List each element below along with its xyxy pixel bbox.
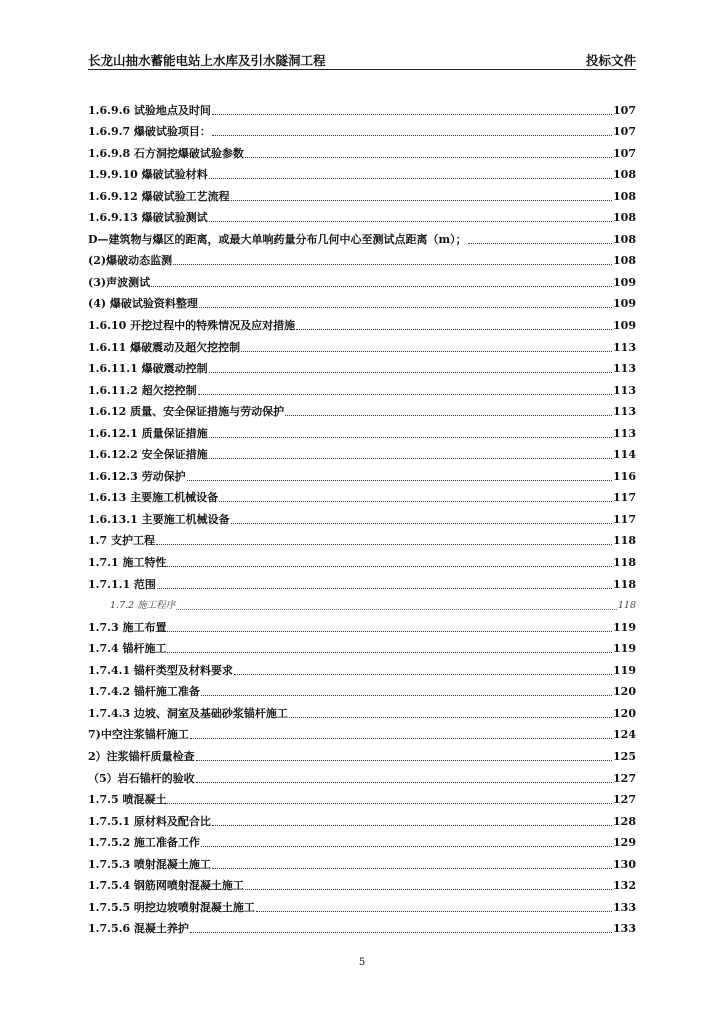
toc-dot-leader [289, 717, 612, 718]
header-title: 长龙山抽水蓄能电站上水库及引水隧洞工程 [88, 53, 326, 68]
toc-entry-page: 127 [613, 793, 636, 807]
toc-entry-title: 1.7.1.1 范围 [88, 577, 156, 591]
toc-dot-leader [296, 329, 612, 330]
toc-entry[interactable] [88, 764, 636, 786]
toc-dot-leader [231, 523, 612, 524]
toc-dot-leader [167, 652, 612, 653]
toc-entry-title: 1.7.4.2 锚杆施工准备 [88, 685, 200, 699]
toc-entry-page: 107 [613, 103, 636, 117]
toc-entry-page: 108 [613, 189, 636, 203]
toc-entry[interactable] [88, 548, 636, 570]
toc-dot-leader [151, 286, 612, 287]
toc-dot-leader [157, 588, 612, 589]
toc-entry[interactable] [88, 484, 636, 506]
toc-dot-leader [187, 480, 612, 481]
toc-entry-title: （5）岩石锚杆的验收 [88, 771, 195, 785]
toc-entry-page: 133 [613, 900, 636, 914]
toc-entry[interactable] [88, 139, 636, 161]
toc-entry[interactable] [88, 290, 636, 312]
toc-entry-title: 1.6.11 爆破震动及超欠挖控制 [88, 340, 241, 354]
toc-entry-page: 107 [613, 146, 636, 160]
toc-entry[interactable] [88, 699, 636, 721]
toc-entry-page: 118 [613, 556, 636, 570]
toc-dot-leader [256, 911, 612, 912]
toc-dot-leader [241, 351, 612, 352]
toc-entry-title: 2）注浆锚杆质量检查 [88, 749, 195, 763]
toc-entry-page: 109 [613, 319, 636, 333]
toc-entry[interactable] [88, 570, 636, 592]
toc-entry[interactable] [88, 355, 636, 377]
toc-entry-page: 119 [613, 642, 636, 656]
toc-entry-title: 1.6.9.7 爆破试验项目： [88, 125, 211, 139]
toc-entry[interactable] [88, 786, 636, 808]
toc-entry-title: 1.7.4 锚杆施工 [88, 642, 167, 656]
toc-entry-page: 113 [613, 362, 636, 376]
toc-entry-title: 1.7.5.5 明挖边坡喷射混凝土施工 [88, 900, 255, 914]
toc-entry[interactable] [88, 807, 636, 829]
toc-dot-leader [212, 825, 612, 826]
toc-entry[interactable] [88, 118, 636, 140]
toc-entry-page: 119 [613, 663, 636, 677]
toc-entry-title: 1.9.9.10 爆破试验材料 [88, 168, 208, 182]
toc-entry-page: 113 [613, 426, 636, 440]
toc-entry-page: 108 [613, 168, 636, 182]
toc-dot-leader [212, 114, 612, 115]
toc-entry[interactable] [88, 182, 636, 204]
toc-entry-title: (4) 爆破试验资料整理 [88, 297, 198, 311]
toc-dot-leader [190, 738, 612, 739]
toc-entry-page: 113 [613, 383, 636, 397]
toc-entry-page: 108 [613, 211, 636, 225]
toc-entry-title: 1.7.5.1 原材料及配合比 [88, 814, 211, 828]
toc-entry-title: 1.6.9.6 试验地点及时间 [88, 103, 211, 117]
toc-entry-title: (3)声波测试 [88, 275, 151, 289]
toc-dot-leader [198, 394, 612, 395]
toc-entry-title: D—建筑物与爆区的距离，或最大单响药量分布几何中心至测试点距离（m）； [88, 232, 467, 246]
toc-dot-leader [209, 221, 612, 222]
toc-dot-leader [196, 782, 612, 783]
toc-dot-leader [209, 372, 612, 373]
toc-entry-page: 129 [613, 836, 636, 850]
toc-entry-title: 1.6.12.3 劳动保护 [88, 469, 186, 483]
toc-entry-page: 118 [617, 600, 636, 612]
toc-entry[interactable] [88, 247, 636, 269]
toc-entry-page: 118 [613, 534, 636, 548]
toc-entry-title: 1.7.1 施工特性 [88, 556, 167, 570]
toc-entry[interactable] [88, 850, 636, 872]
toc-entry-title: 1.7.3 施工布置 [88, 620, 167, 634]
toc-entry[interactable] [88, 678, 636, 700]
toc-entry-page: 116 [613, 469, 636, 483]
toc-entry[interactable] [88, 613, 636, 635]
toc-entry[interactable] [88, 656, 636, 678]
toc-entry-page: 120 [613, 685, 636, 699]
toc-entry[interactable] [88, 462, 636, 484]
toc-entry[interactable] [88, 398, 636, 420]
toc-entry-page: 124 [613, 728, 636, 742]
toc-entry[interactable] [88, 635, 636, 657]
toc-entry-page: 114 [613, 448, 636, 462]
toc-entry-title: 1.6.13.1 主要施工机械设备 [88, 512, 230, 526]
toc-entry-title: 1.7.5.2 施工准备工作 [88, 836, 200, 850]
toc-entry-title: 1.6.11.1 爆破震动控制 [88, 362, 208, 376]
toc-entry[interactable] [88, 505, 636, 527]
toc-entry-page: 127 [613, 771, 636, 785]
toc-entry-title: 1.6.12.1 质量保证措施 [88, 426, 208, 440]
toc-entry[interactable] [88, 441, 636, 463]
toc-dot-leader [245, 157, 612, 158]
toc-entry[interactable] [88, 376, 636, 398]
toc-entry-page: 128 [613, 814, 636, 828]
toc-dot-leader [219, 501, 612, 502]
toc-dot-leader [167, 566, 612, 567]
toc-dot-leader [212, 868, 612, 869]
toc-dot-leader [209, 178, 612, 179]
toc-dot-leader [285, 415, 612, 416]
toc-entry-page: 108 [613, 232, 636, 246]
toc-entry-page: 117 [613, 491, 636, 505]
toc-entry[interactable] [88, 268, 636, 290]
toc-entry-title: 1.7.5.3 喷射混凝土施工 [88, 857, 211, 871]
toc-entry-title: 1.7.4.3 边坡、洞室及基础砂浆锚杆施工 [88, 706, 288, 720]
toc-dot-leader [234, 674, 612, 675]
toc-entry-page: 133 [613, 922, 636, 936]
toc-entry-page: 119 [613, 620, 636, 634]
toc-entry-title: 1.6.9.13 爆破试验测试 [88, 211, 208, 225]
toc-dot-leader [167, 803, 612, 804]
toc-entry-title: 1.7.2 施工程序 [110, 600, 176, 612]
toc-entry-title: 1.6.9.8 石方洞挖爆破试验参数 [88, 146, 244, 160]
table-of-contents [88, 96, 636, 936]
toc-entry-page: 117 [613, 512, 636, 526]
page-header [88, 49, 636, 70]
toc-entry-page: 125 [613, 749, 636, 763]
toc-entry[interactable] [88, 333, 636, 355]
toc-dot-leader [190, 932, 612, 933]
toc-entry[interactable] [88, 225, 636, 247]
toc-entry-page: 109 [613, 297, 636, 311]
toc-entry-title: 1.6.10 开挖过程中的特殊情况及应对措施 [88, 319, 296, 333]
toc-entry-page: 132 [613, 879, 636, 893]
toc-dot-leader [245, 889, 612, 890]
toc-entry[interactable] [88, 527, 636, 549]
toc-entry[interactable] [88, 311, 636, 333]
toc-entry-page: 113 [613, 340, 636, 354]
toc-dot-leader [468, 243, 612, 244]
toc-entry-title: 1.7.4.1 锚杆类型及材料要求 [88, 663, 233, 677]
toc-dot-leader [199, 307, 612, 308]
toc-entry-title: 1.7 支护工程 [88, 534, 155, 548]
toc-entry-title: 1.6.11.2 超欠挖控制 [88, 383, 197, 397]
toc-entry[interactable] [88, 592, 636, 614]
toc-dot-leader [231, 200, 612, 201]
toc-entry-page: 113 [613, 405, 636, 419]
toc-dot-leader [156, 544, 612, 545]
toc-entry-title: 1.6.9.12 爆破试验工艺流程 [88, 189, 230, 203]
toc-entry-title: 1.7.5 喷混凝土 [88, 793, 167, 807]
toc-entry[interactable] [88, 829, 636, 851]
toc-entry[interactable] [88, 96, 636, 118]
header-doc-type: 投标文件 [585, 53, 636, 68]
toc-dot-leader [173, 264, 612, 265]
toc-entry[interactable] [88, 872, 636, 894]
toc-entry-title: 7)中空注浆锚杆施工 [88, 728, 189, 742]
toc-dot-leader [201, 695, 612, 696]
toc-entry[interactable] [88, 915, 636, 937]
toc-entry-page: 118 [613, 577, 636, 591]
toc-entry-page: 108 [613, 254, 636, 268]
toc-dot-leader [201, 846, 612, 847]
toc-entry-page: 109 [613, 275, 636, 289]
toc-entry-title: 1.7.5.4 钢筋网喷射混凝土施工 [88, 879, 244, 893]
toc-entry[interactable] [88, 204, 636, 226]
toc-entry-title: 1.6.13 主要施工机械设备 [88, 491, 219, 505]
toc-dot-leader [209, 458, 612, 459]
toc-entry[interactable] [88, 721, 636, 743]
toc-entry[interactable] [88, 742, 636, 764]
toc-entry[interactable] [88, 893, 636, 915]
toc-entry-title: 1.7.5.6 混凝土养护 [88, 922, 189, 936]
page-number: 5 [358, 957, 366, 968]
toc-entry[interactable] [88, 161, 636, 183]
toc-entry-title: (2)爆破动态监测 [88, 254, 173, 268]
toc-entry-page: 107 [613, 125, 636, 139]
toc-dot-leader [196, 760, 612, 761]
toc-entry[interactable] [88, 419, 636, 441]
toc-entry-title: 1.6.12 质量、安全保证措施与劳动保护 [88, 405, 285, 419]
toc-entry-page: 120 [613, 706, 636, 720]
toc-entry-page: 130 [613, 857, 636, 871]
toc-dot-leader [176, 609, 617, 610]
toc-entry-title: 1.6.12.2 安全保证措施 [88, 448, 208, 462]
toc-dot-leader [212, 135, 612, 136]
toc-dot-leader [167, 631, 612, 632]
toc-dot-leader [209, 437, 612, 438]
